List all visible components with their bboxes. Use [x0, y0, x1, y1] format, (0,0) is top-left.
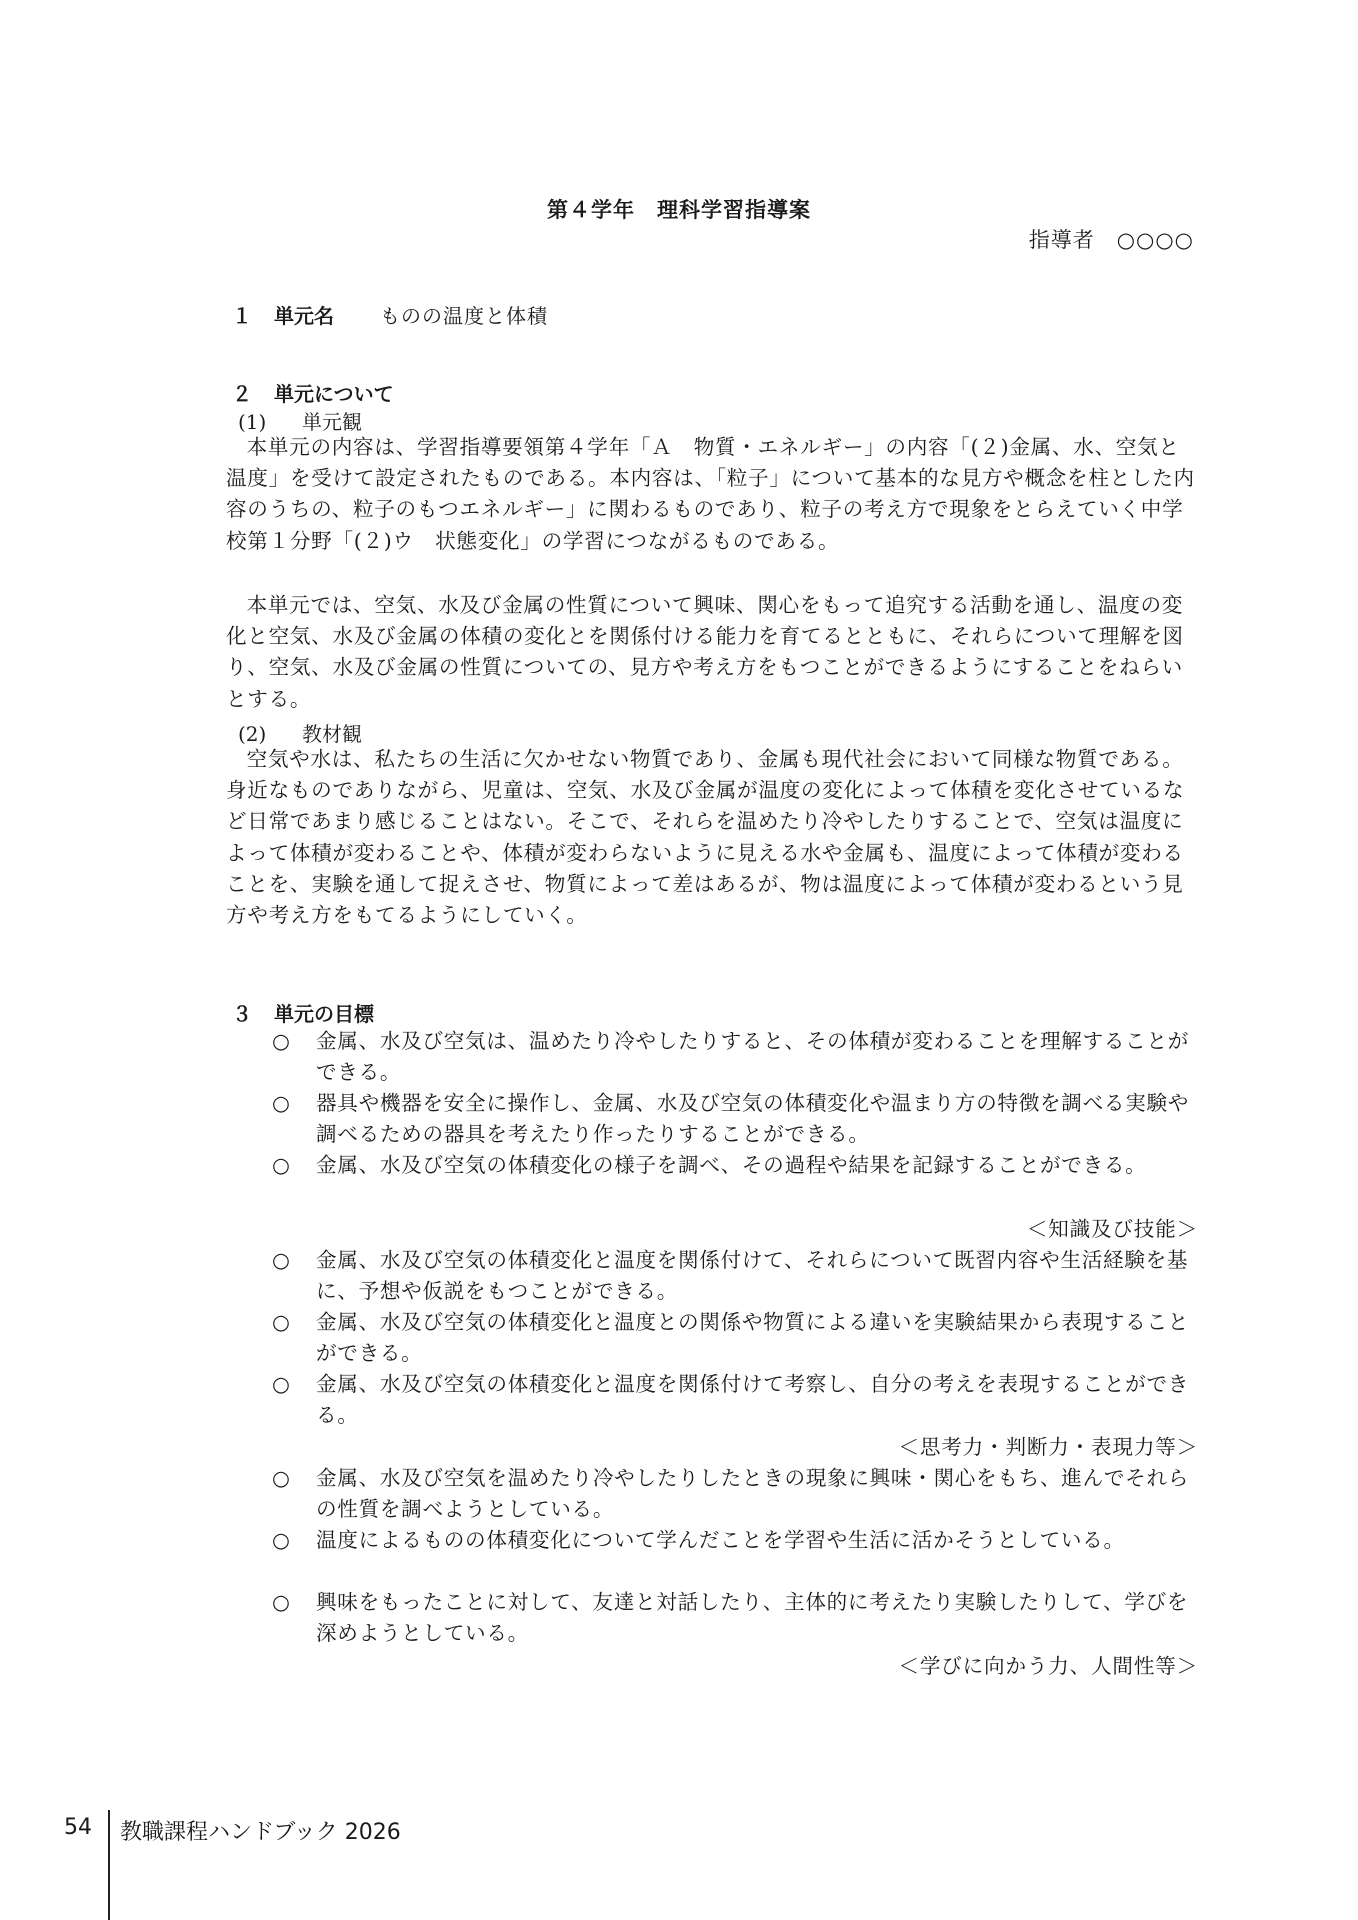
subsection-number: (1) [238, 410, 267, 434]
goal-text: 金属、水及び空気を温めたり冷やしたりしたときの現象に興味・関心をもち、進んでそれらの性質を調べようとしている。 [316, 1466, 1190, 1521]
goal-text: 興味をもったことに対して、友達と対話したり、主体的に考えたり実験したりして、学びを深めようとしている。 [316, 1590, 1189, 1645]
goal-item [272, 1463, 1192, 1525]
paragraph-unit-view-1: 本単元の内容は、学習指導要領第４学年「Ａ 物質・エネルギー」の内容「(２)金属、水、空気と温度」を受けて設定されたものである。本内容は、「粒子」について基本的な見方や概念を柱とした内容のうちの、粒子のもつエネルギー」に関わるものであり、粒子の考え方で現象をとらえていく中学校第１分野「(２)ウ 状態変化」の学習につながるものである。 [226, 435, 1195, 553]
section-number: ２ [232, 382, 252, 406]
goal-item [272, 1369, 1192, 1431]
section-label: 単元について [274, 382, 394, 406]
goal-item [272, 1587, 1192, 1649]
author-line: 指導者 ○○○○ [1028, 228, 1194, 252]
goal-text: 温度によるものの体積変化について学んだことを学習や生活に活かそうとしている。 [316, 1528, 1125, 1552]
goal-text: 器具や機器を安全に操作し、金属、水及び空気の体積変化や温まり方の特徴を調べる実験や調べるための器具を考えたり作ったりすることができる。 [316, 1091, 1190, 1146]
goal-text: 金属、水及び空気の体積変化と温度との関係や物質による違いを実験結果から表現することができる。 [316, 1310, 1190, 1365]
goal-item [272, 1088, 1192, 1150]
page-title: 第４学年 理科学習指導案 [547, 198, 811, 222]
goal-text: 金属、水及び空気の体積変化の様子を調べ、その過程や結果を記録することができる。 [316, 1153, 1147, 1177]
circle-bullet-icon: ○ [272, 1029, 291, 1053]
subsection-label: 教材観 [302, 722, 362, 746]
circle-bullet-icon: ○ [272, 1091, 291, 1115]
paragraph-unit-view-2: 本単元では、空気、水及び金属の性質について興味、関心をもって追究する活動を通し、温度の変化と空気、水及び金属の体積の変化とを関係付ける能力を育てるとともに、それらについて理解を図り、空気、水及び金属の性質についての、見方や考え方をもつことができるようにすることをねらいとする。 [226, 593, 1184, 711]
subsection-unit-view [238, 406, 362, 435]
section-number: １ [232, 304, 252, 328]
section-number: ３ [232, 1002, 252, 1026]
subsection-label: 単元観 [302, 410, 362, 434]
section-2-heading [232, 378, 394, 407]
goal-item [272, 1026, 1192, 1088]
goal-item [272, 1245, 1192, 1307]
section-1-heading [232, 300, 548, 329]
goal-text: 金属、水及び空気の体積変化と温度を関係付けて考察し、自分の考えを表現することができる。 [316, 1372, 1190, 1427]
goal-text: 金属、水及び空気は、温めたり冷やしたりすると、その体積が変わることを理解することができる。 [316, 1029, 1190, 1084]
goal-item [272, 1150, 1192, 1181]
section-label: 単元名 [274, 304, 334, 328]
circle-bullet-icon: ○ [272, 1466, 291, 1490]
circle-bullet-icon: ○ [272, 1248, 291, 1272]
circle-bullet-icon: ○ [272, 1310, 291, 1334]
subsection-number: (2) [238, 722, 267, 746]
paragraph-material-view: 空気や水は、私たちの生活に欠かせない物質であり、金属も現代社会において同様な物質である。身近なものでありながら、児童は、空気、水及び金属が温度の変化によって体積を変化させているなど日常であまり感じることはない。そこで、それらを温めたり冷やしたりすることで、空気は温度によって体積が変わることや、体積が変わらないように見える水や金属も、温度によって体積が変わることを、実験を通して捉えさせ、物質によって差はあるが、物は温度によって体積が変わるという見方や考え方をもてるようにしていく。 [226, 747, 1185, 928]
section-label: 単元の目標 [274, 1002, 374, 1026]
book-title: 教職課程ハンドブック 2026 [120, 1820, 401, 1845]
goal-category-label: ＜学びに向かう力、人間性等＞ [898, 1654, 1198, 1678]
goal-category-label: ＜知識及び技能＞ [1026, 1217, 1198, 1241]
footer-divider [108, 1810, 110, 1920]
goal-category-label: ＜思考力・判断力・表現力等＞ [898, 1435, 1198, 1459]
unit-name: ものの温度と体積 [380, 304, 548, 328]
section-3-heading [232, 998, 374, 1027]
subsection-material-view [238, 718, 362, 747]
goal-item [272, 1307, 1192, 1369]
goal-text: 金属、水及び空気の体積変化と温度を関係付けて、それらについて既習内容や生活経験を基に、予想や仮説をもつことができる。 [316, 1248, 1189, 1303]
circle-bullet-icon: ○ [272, 1372, 291, 1396]
goal-item [272, 1525, 1192, 1556]
circle-bullet-icon: ○ [272, 1153, 291, 1177]
page-number: 54 [64, 1815, 92, 1840]
circle-bullet-icon: ○ [272, 1590, 291, 1614]
circle-bullet-icon: ○ [272, 1528, 291, 1552]
